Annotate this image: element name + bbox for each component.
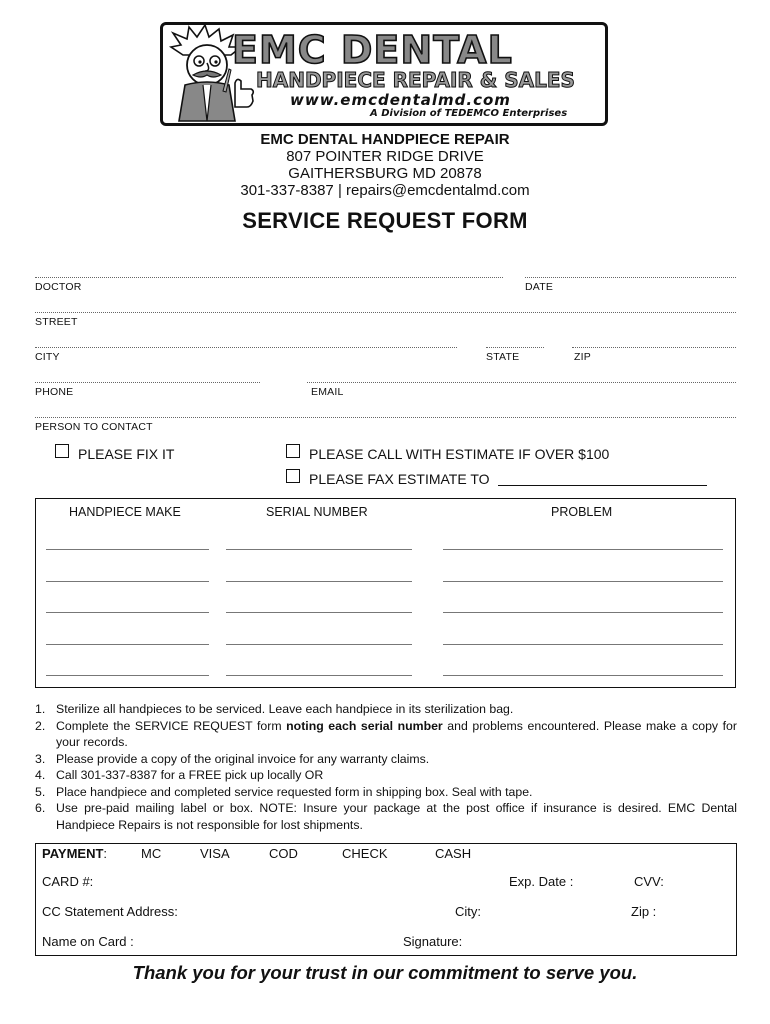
row-5-serial-field[interactable] <box>226 675 412 676</box>
name-on-card-label: Name on Card : <box>42 934 134 949</box>
cvv-label: CVV: <box>634 874 664 889</box>
state-field[interactable] <box>486 347 544 348</box>
instruction-item: 4. Call 301-337-8387 for a FREE pick up locally OR <box>35 768 324 782</box>
email-field[interactable] <box>307 382 736 383</box>
call-estimate-checkbox[interactable] <box>286 444 300 458</box>
city-field[interactable] <box>35 347 457 348</box>
row-4-make-field[interactable] <box>46 644 209 645</box>
fax-estimate-checkbox[interactable] <box>286 469 300 483</box>
company-city-state-zip: GAITHERSBURG MD 20878 <box>288 165 482 182</box>
fax-estimate-label: PLEASE FAX ESTIMATE TO <box>309 471 490 487</box>
cc-city-label: City: <box>455 904 481 919</box>
company-street: 807 POINTER RIDGE DRIVE <box>286 148 484 165</box>
header-serial-number: SERIAL NUMBER <box>266 505 368 519</box>
company-name: EMC DENTAL HANDPIECE REPAIR <box>260 131 510 148</box>
phone-field[interactable] <box>35 382 260 383</box>
handpiece-table <box>35 498 736 688</box>
logo-title: EMC DENTAL <box>232 28 513 72</box>
payment-cod[interactable]: COD <box>269 846 298 861</box>
thank-you-message: Thank you for your trust in our commitment to serve you. <box>132 962 638 983</box>
row-1-serial-field[interactable] <box>226 549 412 550</box>
fix-it-checkbox[interactable] <box>55 444 69 458</box>
row-1-make-field[interactable] <box>46 549 209 550</box>
row-4-problem-field[interactable] <box>443 644 723 645</box>
state-label: STATE <box>486 351 520 363</box>
row-2-make-field[interactable] <box>46 581 209 582</box>
header-problem: PROBLEM <box>551 505 613 519</box>
card-number-label: CARD #: <box>42 874 94 889</box>
row-5-make-field[interactable] <box>46 675 209 676</box>
logo-subtitle: HANDPIECE REPAIR & SALES <box>256 68 575 92</box>
email-label: EMAIL <box>311 386 344 398</box>
instruction-item: 1. Sterilize all handpieces to be serviced. Leave each handpiece in its sterilization bag. <box>35 702 514 716</box>
payment-label: PAYMENT: <box>42 846 108 861</box>
company-contact: 301-337-8387 | repairs@emcdentalmd.com <box>240 182 530 199</box>
doctor-label: DOCTOR <box>35 281 82 293</box>
street-label: STREET <box>35 316 78 328</box>
zip-field[interactable] <box>572 347 736 348</box>
zip-label: ZIP <box>574 351 591 363</box>
cc-zip-label: Zip : <box>631 904 657 919</box>
payment-mc[interactable]: MC <box>141 846 162 861</box>
exp-date-label: Exp. Date : <box>509 874 574 889</box>
logo-website: www.emcdentalmd.com <box>290 91 511 109</box>
cc-address-label: CC Statement Address: <box>42 904 178 919</box>
street-field[interactable] <box>35 312 736 313</box>
form-title: SERVICE REQUEST FORM <box>242 208 528 233</box>
row-3-serial-field[interactable] <box>226 612 412 613</box>
logo-division: A Division of TEDEMCO Enterprises <box>370 108 568 119</box>
row-3-make-field[interactable] <box>46 612 209 613</box>
call-estimate-label: PLEASE CALL WITH ESTIMATE IF OVER $100 <box>309 446 610 462</box>
row-4-serial-field[interactable] <box>226 644 412 645</box>
row-5-problem-field[interactable] <box>443 675 723 676</box>
doctor-field[interactable] <box>35 277 503 278</box>
city-label: CITY <box>35 351 60 363</box>
fax-number-field[interactable] <box>498 485 707 486</box>
payment-cash[interactable]: CASH <box>435 846 472 861</box>
row-3-problem-field[interactable] <box>443 612 723 613</box>
row-2-problem-field[interactable] <box>443 581 723 582</box>
row-1-problem-field[interactable] <box>443 549 723 550</box>
fix-it-label: PLEASE FIX IT <box>78 446 175 462</box>
instruction-item: 3. Please provide a copy of the original invoice for any warranty claims. <box>35 751 430 766</box>
instruction-item: 5. Place handpiece and completed service requested form in shipping box. Seal with tape. <box>35 784 533 799</box>
person-to-contact-label: PERSON TO CONTACT <box>35 421 153 433</box>
row-2-serial-field[interactable] <box>226 581 412 582</box>
person-to-contact-field[interactable] <box>35 417 736 418</box>
header-handpiece-make: HANDPIECE MAKE <box>69 505 181 519</box>
phone-label: PHONE <box>35 386 74 398</box>
payment-visa[interactable]: VISA <box>200 846 230 861</box>
instructions-list <box>35 701 737 833</box>
payment-check[interactable]: CHECK <box>342 846 388 861</box>
signature-label: Signature: <box>403 934 463 949</box>
date-label: DATE <box>525 281 554 293</box>
instruction-item: 6. Use pre-paid mailing label or box. NOTE: Insure your package at the post office if insurance is desired. EMC Dental Handpiece Repairs is not responsible for lost shipments. <box>35 801 737 832</box>
instruction-item: 2. Complete the SERVICE REQUEST form noting each serial number and problems encountered. Please make a copy for your records. <box>35 718 737 749</box>
date-field[interactable] <box>525 277 736 278</box>
